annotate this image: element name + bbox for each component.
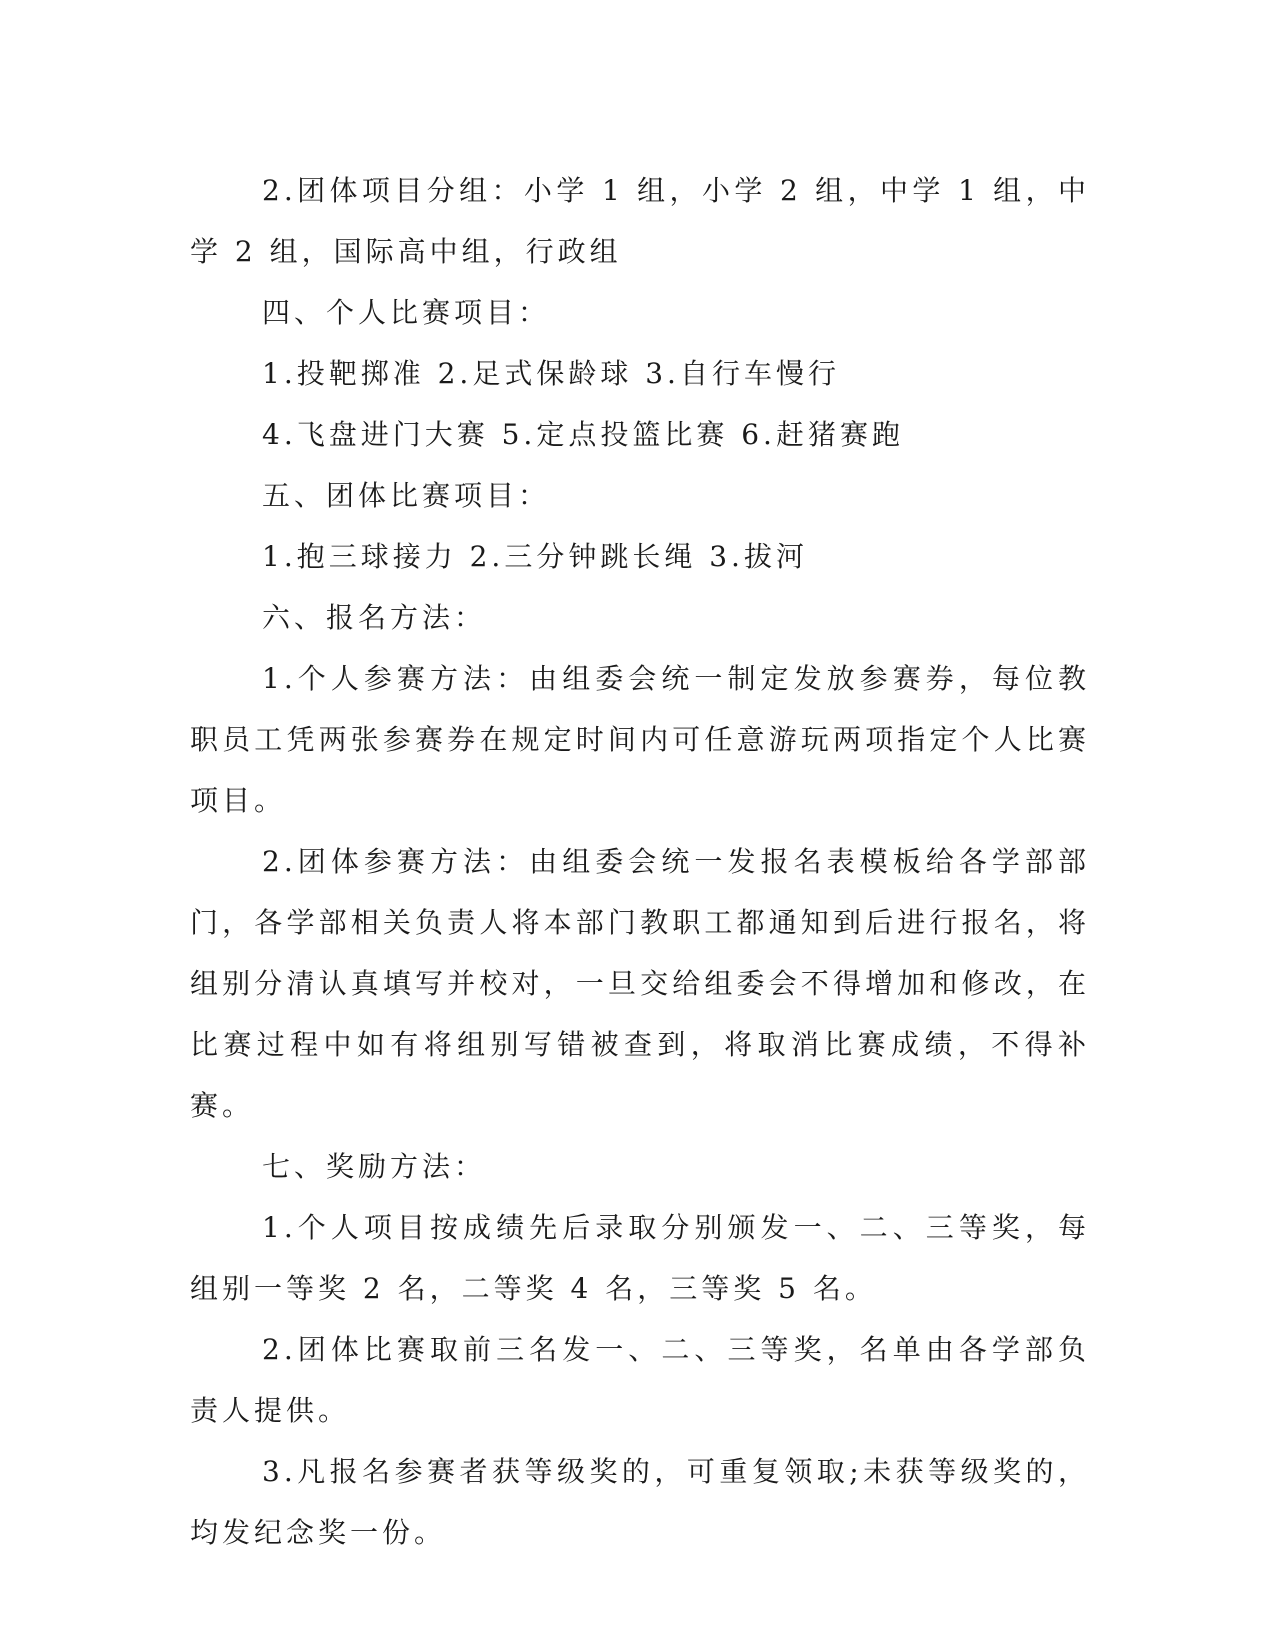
paragraph-individual-awards: 1.个人项目按成绩先后录取分别颁发一、二、三等奖，每组别一等奖 2 名，二等奖 4 名，三等奖 5 名。 bbox=[190, 1211, 1090, 1305]
paragraph-repeat-awards: 3.凡报名参赛者获等级奖的，可重复领取;未获等级奖的，均发纪念奖一份。 bbox=[190, 1455, 1090, 1549]
document-body bbox=[190, 160, 1090, 1563]
paragraph-team-groups: 2.团体项目分组：小学 1 组，小学 2 组，中学 1 组，中学 2 组，国际高中组，行政组 bbox=[190, 174, 1090, 268]
paragraph-team-events: 1.抱三球接力 2.三分钟跳长绳 3.拔河 bbox=[262, 540, 808, 573]
paragraph-team-registration: 2.团体参赛方法：由组委会统一发报名表模板给各学部部门，各学部相关负责人将本部门教职工都通知到后进行报名，将组别分清认真填写并校对，一旦交给组委会不得增加和修改，在比赛过程中如有将组别写错被查到，将取消比赛成绩，不得补赛。 bbox=[190, 845, 1090, 1122]
heading-individual-events: 四、个人比赛项目： bbox=[262, 296, 551, 329]
heading-team-events: 五、团体比赛项目： bbox=[262, 479, 551, 512]
heading-registration: 六、报名方法： bbox=[262, 601, 487, 634]
paragraph-individual-events-2: 4.飞盘进门大赛 5.定点投篮比赛 6.赶猪赛跑 bbox=[262, 418, 904, 451]
paragraph-individual-events-1: 1.投靶掷准 2.足式保龄球 3.自行车慢行 bbox=[262, 357, 840, 390]
paragraph-individual-registration: 1.个人参赛方法：由组委会统一制定发放参赛券，每位教职员工凭两张参赛券在规定时间内可任意游玩两项指定个人比赛项目。 bbox=[190, 662, 1090, 817]
paragraph-team-awards: 2.团体比赛取前三名发一、二、三等奖，名单由各学部负责人提供。 bbox=[190, 1333, 1090, 1427]
heading-awards: 七、奖励方法： bbox=[262, 1150, 487, 1183]
